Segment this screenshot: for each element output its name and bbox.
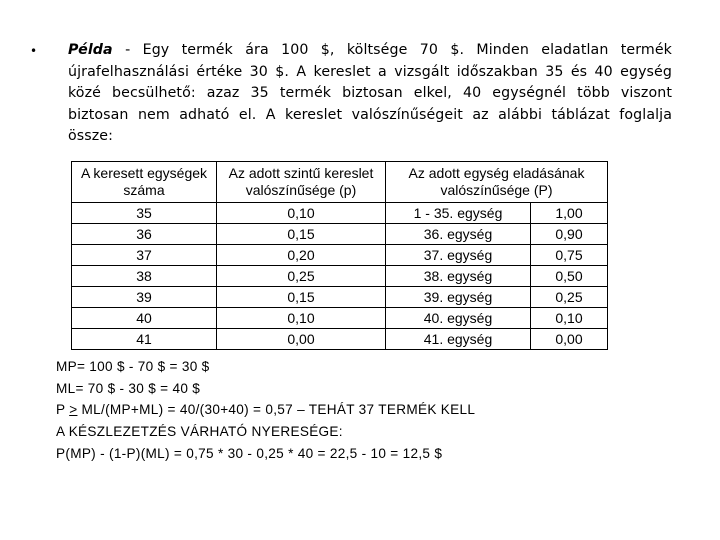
calc-mp: MP= 100 $ - 70 $ = 30 $ — [56, 359, 210, 374]
table-row — [72, 266, 608, 287]
intro-text: - Egy termék ára 100 $, költsége 70 $. Minden eladatlan termék újrafelhasználási értéke 30 $. A kereslet a vizsgált időszakban 35 és 40 egység közé becsülhető: azaz 35 termék biztosan elkel, 40 egységnél több viszont biztosan nem adható el. A kereslet valószínűségeit az alábbi táblázat foglalja össze: — [68, 42, 672, 144]
cell-unit: 40. egység — [386, 308, 531, 329]
cell-units: 37 — [72, 245, 217, 266]
cell-P: 0,75 — [531, 245, 608, 266]
cell-p: 0,25 — [217, 266, 386, 287]
table-row — [72, 287, 608, 308]
cell-P: 0,00 — [531, 329, 608, 350]
cell-units: 36 — [72, 224, 217, 245]
header-units-demanded: A keresett egységek száma — [72, 162, 217, 203]
intro-lead: Példa — [68, 42, 113, 58]
cell-units: 41 — [72, 329, 217, 350]
cell-unit: 36. egység — [386, 224, 531, 245]
cell-units: 38 — [72, 266, 217, 287]
cell-P: 0,25 — [531, 287, 608, 308]
cell-P: 0,90 — [531, 224, 608, 245]
cell-p: 0,00 — [217, 329, 386, 350]
calculation-block — [56, 356, 475, 465]
cell-p: 0,15 — [217, 287, 386, 308]
cell-p: 0,10 — [217, 203, 386, 224]
cell-units: 40 — [72, 308, 217, 329]
table-row — [72, 245, 608, 266]
cell-unit: 39. egység — [386, 287, 531, 308]
cell-unit: 41. egység — [386, 329, 531, 350]
cell-unit: 38. egység — [386, 266, 531, 287]
cell-p: 0,20 — [217, 245, 386, 266]
cell-units: 39 — [72, 287, 217, 308]
cell-P: 0,50 — [531, 266, 608, 287]
demand-probability-table — [71, 161, 608, 350]
bullet-point: • — [30, 44, 38, 58]
calc-rule — [56, 399, 475, 421]
intro-paragraph — [68, 40, 672, 148]
table-row — [72, 329, 608, 350]
cell-p: 0,10 — [217, 308, 386, 329]
cell-unit: 1 - 35. egység — [386, 203, 531, 224]
cell-P: 1,00 — [531, 203, 608, 224]
cell-units: 35 — [72, 203, 217, 224]
calc-rule-p: P — [56, 402, 70, 418]
table-row — [72, 308, 608, 329]
header-sale-probability: Az adott egység eladásának valószínűsége (P) — [386, 162, 608, 203]
calc-profit-title: A KÉSZLEZETZÉS VÁRHATÓ NYERESÉGE: — [56, 424, 343, 440]
calc-ml: ML= 70 $ - 30 $ = 40 $ — [56, 380, 201, 396]
calc-rule-symbol: > — [69, 402, 78, 418]
calc-profit-formula: P(MP) - (1-P)(ML) = 0,75 * 30 - 0,25 * 40 = 22,5 - 10 = 12,5 $ — [56, 445, 443, 461]
table-header-row — [72, 162, 608, 203]
table-row — [72, 203, 608, 224]
calc-rule-rest: ML/(MP+ML) = 40/(30+40) = 0,57 – TEHÁT 37 TERMÉK KELL — [77, 402, 476, 418]
cell-p: 0,15 — [217, 224, 386, 245]
cell-unit: 37. egység — [386, 245, 531, 266]
cell-P: 0,10 — [531, 308, 608, 329]
header-demand-probability: Az adott szintű kereslet valószínűsége (p) — [217, 162, 386, 203]
table-row — [72, 224, 608, 245]
